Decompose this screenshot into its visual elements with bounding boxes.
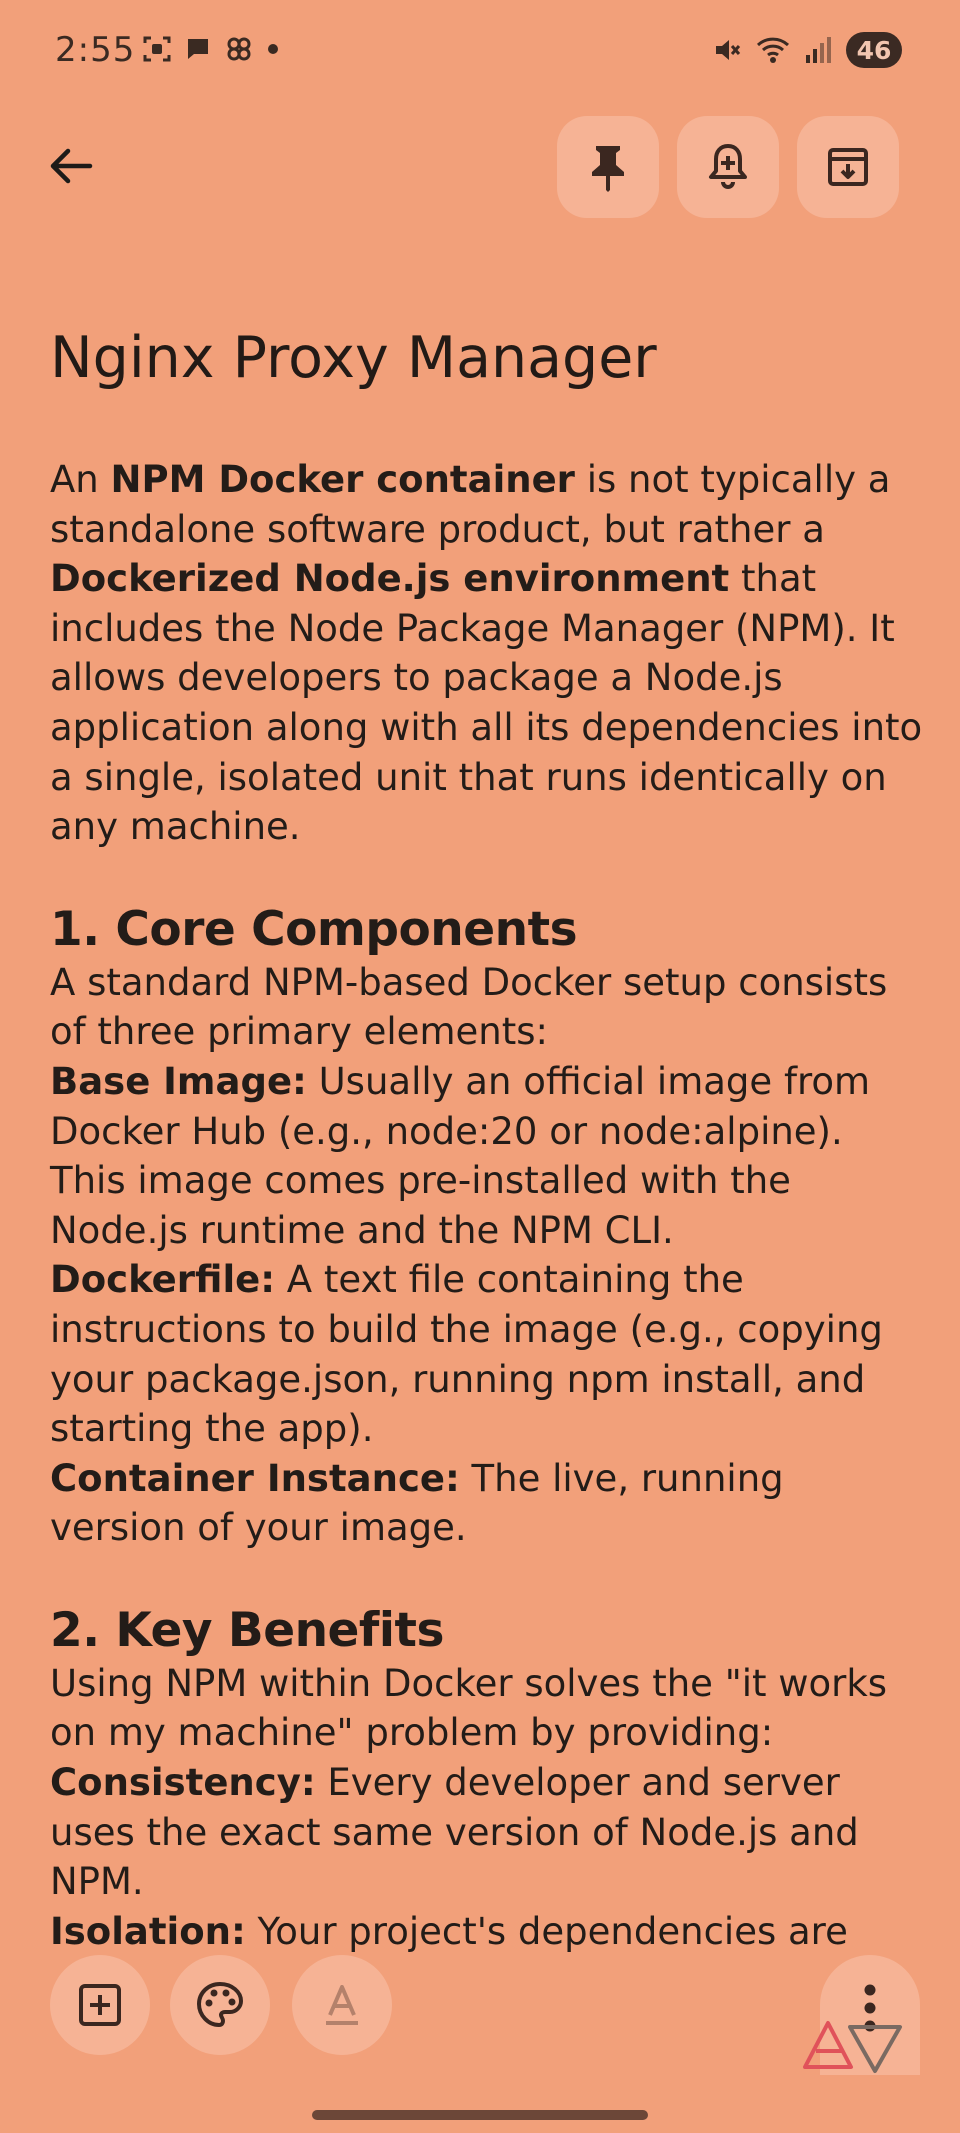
wifi-icon	[756, 35, 790, 65]
item-text: Usually an official image from Docker Hub (e.g., node:20 or node:alpine). This image comes pre-installed with the Node.js runtime and the NPM CLI.	[50, 1059, 871, 1252]
status-time: 2:55	[55, 30, 136, 70]
back-arrow-icon	[48, 146, 94, 186]
item-text: The live, running version of your image.	[50, 1456, 784, 1550]
add-box-icon	[76, 1981, 124, 2029]
reminder-bell-icon	[707, 142, 749, 192]
battery-indicator: 46	[846, 32, 902, 68]
intro-text-1: An	[50, 458, 111, 501]
reminder-button[interactable]	[677, 116, 779, 218]
item-label: Consistency:	[50, 1761, 316, 1805]
item-label: Isolation:	[50, 1909, 246, 1953]
item-text: Your project's dependencies are	[245, 1909, 848, 1953]
palette-icon	[195, 1980, 245, 2030]
intro-text-2: is not typically a standalone software product, but rather a	[50, 458, 891, 551]
section-lead: Using NPM within Docker solves the "it works on my machine" problem by providing:	[50, 1661, 888, 1755]
pin-button[interactable]	[557, 116, 659, 218]
item-text: A text file containing the instructions to build the image (e.g., copying your package.json, running npm install, and starting the app).	[50, 1258, 883, 1451]
home-indicator[interactable]	[312, 2110, 648, 2120]
list-item	[50, 1255, 930, 1453]
background-options-button[interactable]	[170, 1955, 270, 2055]
intro-bold-2: Dockerized Node.js environment	[50, 557, 730, 601]
pinwheel-icon	[224, 34, 254, 64]
list-item	[50, 1758, 930, 1907]
text-format-button[interactable]	[292, 1955, 392, 2055]
mute-icon	[712, 35, 742, 65]
chat-icon	[184, 35, 212, 63]
list-item	[50, 1907, 930, 1957]
archive-icon	[825, 144, 871, 190]
text-format-icon	[318, 1981, 366, 2029]
item-label: Base Image:	[50, 1059, 307, 1103]
section-heading-core-components: 1. Core Components	[50, 901, 578, 957]
watermark-logo-icon	[800, 2015, 905, 2075]
dot-icon	[266, 42, 280, 56]
note-toolbar	[0, 110, 960, 220]
intro-paragraph	[50, 455, 930, 852]
signal-icon	[804, 35, 832, 65]
note-title[interactable]: Nginx Proxy Manager	[50, 325, 657, 391]
back-button[interactable]	[38, 138, 104, 194]
list-item	[50, 1057, 930, 1255]
note-body[interactable]	[50, 455, 930, 1953]
section-lead: A standard NPM-based Docker setup consists of three primary elements:	[50, 960, 888, 1054]
status-bar	[0, 0, 960, 105]
section-heading-key-benefits: 2. Key Benefits	[50, 1602, 444, 1658]
archive-button[interactable]	[797, 116, 899, 218]
item-text: Every developer and server uses the exact same version of Node.js and NPM.	[50, 1761, 859, 1904]
intro-bold-1: NPM Docker container	[110, 458, 575, 501]
add-content-button[interactable]	[50, 1955, 150, 2055]
item-label: Container Instance:	[50, 1456, 460, 1500]
screenshot-icon	[142, 34, 172, 64]
pin-icon	[588, 143, 628, 191]
intro-text-3: that includes the Node Package Manager (NPM). It allows developers to package a Node.js application along with all its dependencies into a single, isolated unit that runs identically on any machine.	[50, 557, 923, 849]
list-item	[50, 1454, 930, 1553]
item-label: Dockerfile:	[50, 1258, 276, 1302]
